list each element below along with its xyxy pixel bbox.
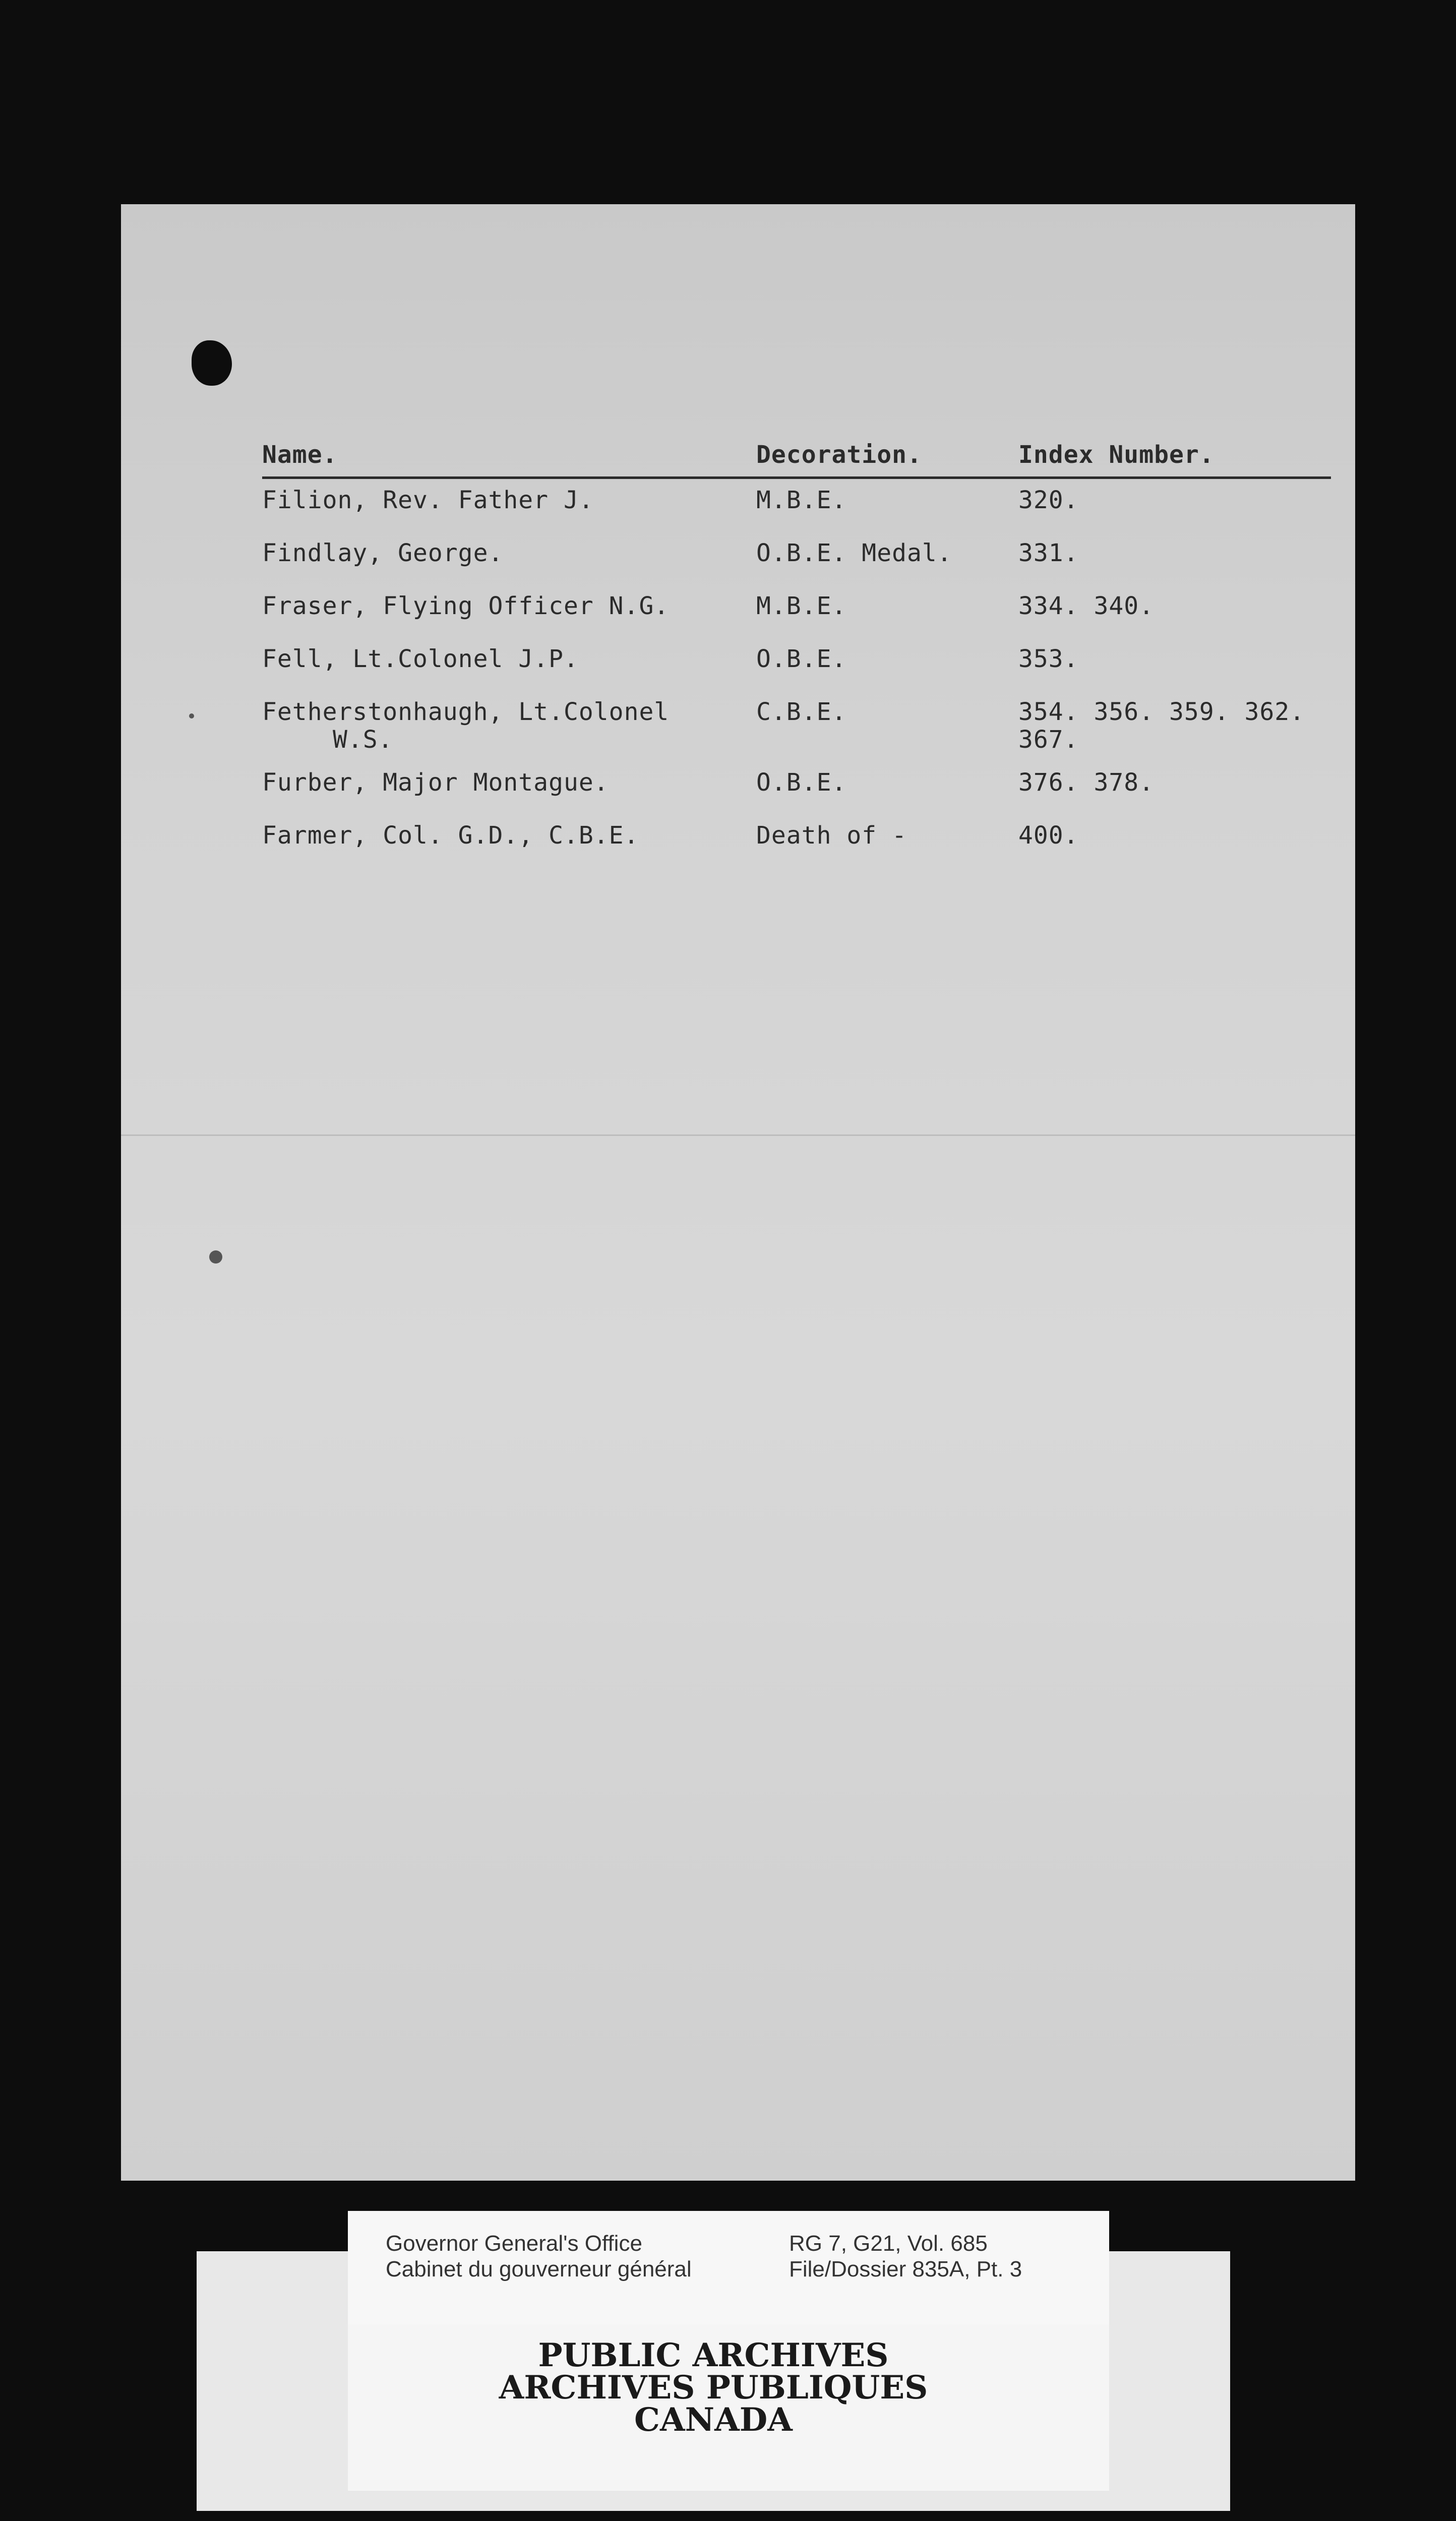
row-index-line1: 354. 356. 359. 362. [1018, 698, 1305, 726]
header-decoration: Decoration. [756, 441, 922, 469]
document-sheet [121, 204, 1355, 2181]
archives-line-3: CANADA [634, 2401, 793, 2439]
header-name: Name. [262, 441, 338, 469]
row-name: Furber, Major Montague. [262, 768, 609, 797]
row-decoration: O.B.E. Medal. [756, 539, 952, 567]
row-name [262, 698, 746, 754]
row-decoration: C.B.E. [756, 698, 847, 726]
label-reference-number: RG 7, G21, Vol. 685 [789, 2231, 988, 2256]
row-index-line2: 367. [1018, 726, 1079, 754]
label-office [386, 2231, 692, 2282]
row-name: Filion, Rev. Father J. [262, 486, 594, 514]
row-decoration: O.B.E. [756, 645, 847, 673]
row-index: 376. 378. [1018, 768, 1155, 797]
header-index: Index Number. [1018, 441, 1215, 469]
row-name-line2: W.S. [333, 726, 393, 754]
archives-line-2: ARCHIVES PUBLIQUES [499, 2369, 928, 2407]
row-index: 320. [1018, 486, 1079, 514]
row-index: 334. 340. [1018, 592, 1155, 620]
archives-line-1: PUBLIC ARCHIVES [538, 2336, 889, 2374]
label-office-en: Governor General's Office [386, 2231, 642, 2256]
row-index: 353. [1018, 645, 1079, 673]
fold-line [121, 1134, 1355, 1136]
row-index [1018, 698, 1341, 754]
row-name: Fraser, Flying Officer N.G. [262, 592, 670, 620]
archives-stamp-text [197, 2336, 1230, 2439]
row-decoration: M.B.E. [756, 592, 847, 620]
label-office-fr: Cabinet du gouverneur général [386, 2256, 692, 2282]
row-name: Farmer, Col. G.D., C.B.E. [262, 821, 639, 850]
ink-blot [209, 1250, 222, 1264]
row-decoration: Death of - [756, 821, 907, 850]
row-name: Fell, Lt.Colonel J.P. [262, 645, 579, 673]
row-index: 400. [1018, 821, 1079, 850]
punch-hole [192, 340, 232, 386]
row-name-line1: Fetherstonhaugh, Lt.Colonel [262, 698, 670, 726]
archive-label [348, 2211, 1109, 2324]
row-index: 331. [1018, 539, 1079, 567]
row-name: Findlay, George. [262, 539, 504, 567]
row-decoration: M.B.E. [756, 486, 847, 514]
ink-dot [189, 713, 194, 718]
label-file-number: File/Dossier 835A, Pt. 3 [789, 2256, 1022, 2282]
label-reference [789, 2231, 1022, 2282]
table-header [262, 441, 1331, 479]
row-decoration: O.B.E. [756, 768, 847, 797]
